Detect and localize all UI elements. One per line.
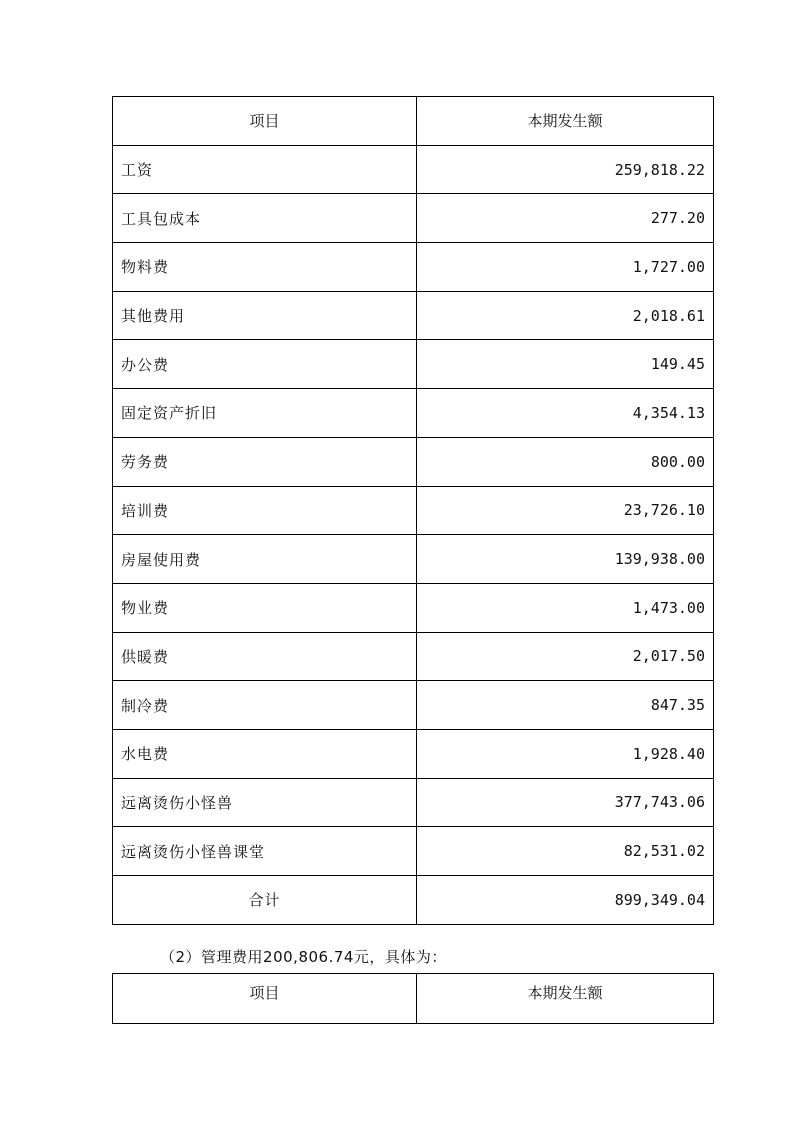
row-item: 制冷费: [113, 681, 417, 730]
table-row: [113, 389, 714, 438]
table-row: [113, 583, 714, 632]
row-amount: 82,531.02: [417, 827, 714, 876]
table-row: [113, 535, 714, 584]
table-row: [113, 340, 714, 389]
table-row: [113, 729, 714, 778]
row-item: 固定资产折旧: [113, 389, 417, 438]
row-amount: 2,018.61: [417, 291, 714, 340]
table-header-row: [113, 97, 714, 146]
row-item: 远离烫伤小怪兽: [113, 778, 417, 827]
row-item: 供暖费: [113, 632, 417, 681]
header-amount: 本期发生额: [417, 974, 714, 1024]
total-label: 合计: [113, 876, 417, 925]
expense-table: [112, 96, 714, 925]
row-amount: 1,727.00: [417, 243, 714, 292]
row-amount: 800.00: [417, 437, 714, 486]
table-header-row: [113, 974, 714, 1024]
table-row: [113, 827, 714, 876]
table-row: [113, 194, 714, 243]
row-item: 工具包成本: [113, 194, 417, 243]
table-row: [113, 291, 714, 340]
header-item: 项目: [113, 97, 417, 146]
row-amount: 4,354.13: [417, 389, 714, 438]
row-amount: 1,928.40: [417, 729, 714, 778]
row-amount: 847.35: [417, 681, 714, 730]
header-amount: 本期发生额: [417, 97, 714, 146]
row-amount: 23,726.10: [417, 486, 714, 535]
row-amount: 139,938.00: [417, 535, 714, 584]
management-expense-table: [112, 973, 714, 1024]
table-row: [113, 145, 714, 194]
table-row: [113, 632, 714, 681]
table-row: [113, 486, 714, 535]
table-row: [113, 778, 714, 827]
table-row: [113, 437, 714, 486]
table-row: [113, 681, 714, 730]
row-amount: 149.45: [417, 340, 714, 389]
table-row: [113, 243, 714, 292]
row-amount: 259,818.22: [417, 145, 714, 194]
row-item: 劳务费: [113, 437, 417, 486]
row-item: 其他费用: [113, 291, 417, 340]
header-item: 项目: [113, 974, 417, 1024]
row-amount: 277.20: [417, 194, 714, 243]
row-amount: 2,017.50: [417, 632, 714, 681]
row-item: 水电费: [113, 729, 417, 778]
row-item: 物料费: [113, 243, 417, 292]
row-item: 工资: [113, 145, 417, 194]
row-item: 办公费: [113, 340, 417, 389]
row-item: 房屋使用费: [113, 535, 417, 584]
row-amount: 1,473.00: [417, 583, 714, 632]
total-row: [113, 876, 714, 925]
management-expense-paragraph: （2）管理费用200,806.74元，具体为：: [160, 948, 447, 966]
row-item: 远离烫伤小怪兽课堂: [113, 827, 417, 876]
row-amount: 377,743.06: [417, 778, 714, 827]
total-amount: 899,349.04: [417, 876, 714, 925]
row-item: 培训费: [113, 486, 417, 535]
row-item: 物业费: [113, 583, 417, 632]
